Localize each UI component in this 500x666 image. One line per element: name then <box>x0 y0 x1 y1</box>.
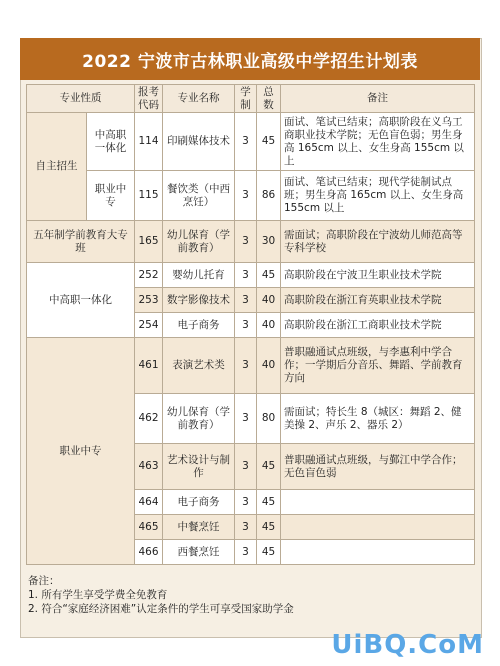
cell-note <box>281 490 475 515</box>
cell-note: 需面试；特长生 8（城区：舞蹈 2、健美操 2、声乐 2、器乐 2） <box>281 394 475 444</box>
page-title: 2022 宁波市古林职业高级中学招生计划表 <box>20 38 480 80</box>
cell-note: 高职阶段在宁波卫生职业技术学院 <box>281 263 475 288</box>
cell-years: 3 <box>235 338 257 394</box>
enrollment-plan-table <box>26 84 475 565</box>
subcategory-zgy: 中高职一体化 <box>87 113 135 171</box>
header-code: 报考代码 <box>135 85 163 113</box>
cell-years: 3 <box>235 540 257 565</box>
header-years: 学制 <box>235 85 257 113</box>
cell-note: 普职融通试点班级，与鄞江中学合作；无色盲色弱 <box>281 444 475 490</box>
cell-total: 30 <box>257 221 281 263</box>
cell-total: 45 <box>257 490 281 515</box>
header-name: 专业名称 <box>163 85 235 113</box>
cell-name: 婴幼儿托育 <box>163 263 235 288</box>
cell-code: 115 <box>135 171 163 221</box>
cell-code: 114 <box>135 113 163 171</box>
cell-note: 面试、笔试已结束；现代学徒制试点班；男生身高 165cm 以上、女生身高 155cm 以上 <box>281 171 475 221</box>
cell-total: 86 <box>257 171 281 221</box>
cell-code: 165 <box>135 221 163 263</box>
cell-total: 40 <box>257 338 281 394</box>
cell-note <box>281 540 475 565</box>
cell-total: 40 <box>257 288 281 313</box>
table-row <box>27 263 475 288</box>
cell-years: 3 <box>235 263 257 288</box>
cell-code: 463 <box>135 444 163 490</box>
cell-note: 普职融通试点班级，与李惠利中学合作；一学期后分音乐、舞蹈、学前教育方向 <box>281 338 475 394</box>
table-row <box>27 221 475 263</box>
cell-name: 印刷媒体技术 <box>163 113 235 171</box>
cell-code: 461 <box>135 338 163 394</box>
cell-note <box>281 515 475 540</box>
cell-name: 餐饮类（中西烹饪） <box>163 171 235 221</box>
cell-note: 高职阶段在浙江育英职业技术学院 <box>281 288 475 313</box>
cell-name: 电子商务 <box>163 490 235 515</box>
cell-total: 45 <box>257 444 281 490</box>
cell-name: 电子商务 <box>163 313 235 338</box>
cell-name: 中餐烹饪 <box>163 515 235 540</box>
cell-total: 80 <box>257 394 281 444</box>
cell-total: 45 <box>257 113 281 171</box>
header-major-type: 专业性质 <box>27 85 135 113</box>
category-zizhu: 自主招生 <box>27 113 87 221</box>
cell-name: 幼儿保育（学前教育） <box>163 394 235 444</box>
cell-code: 252 <box>135 263 163 288</box>
footer-line-2: 2. 符合“家庭经济困难”认定条件的学生可享受国家助学金 <box>28 603 294 615</box>
category-wunian: 五年制学前教育大专班 <box>27 221 135 263</box>
footer-label: 备注： <box>28 575 60 587</box>
cell-name: 艺术设计与制作 <box>163 444 235 490</box>
cell-name: 幼儿保育（学前教育） <box>163 221 235 263</box>
subcategory-zyzz: 职业中专 <box>87 171 135 221</box>
table-row <box>27 338 475 394</box>
cell-code: 466 <box>135 540 163 565</box>
footer-notes <box>28 574 468 616</box>
cell-name: 表演艺术类 <box>163 338 235 394</box>
cell-years: 3 <box>235 394 257 444</box>
cell-years: 3 <box>235 444 257 490</box>
header-notes: 备注 <box>281 85 475 113</box>
cell-years: 3 <box>235 515 257 540</box>
cell-years: 3 <box>235 490 257 515</box>
cell-note: 面试、笔试已结束；高职阶段在义乌工商职业技术学院；无色盲色弱；男生身高 165cm 以上、女生身高 155cm 以上 <box>281 113 475 171</box>
cell-years: 3 <box>235 113 257 171</box>
cell-code: 465 <box>135 515 163 540</box>
header-total: 总数 <box>257 85 281 113</box>
cell-years: 3 <box>235 221 257 263</box>
cell-code: 254 <box>135 313 163 338</box>
table-row <box>27 171 475 221</box>
category-zgy: 中高职一体化 <box>27 263 135 338</box>
cell-years: 3 <box>235 313 257 338</box>
table-row <box>27 113 475 171</box>
cell-note: 高职阶段在浙江工商职业技术学院 <box>281 313 475 338</box>
site-watermark: UiBQ.CoM <box>331 630 484 660</box>
cell-note: 需面试；高职阶段在宁波幼儿师范高等专科学校 <box>281 221 475 263</box>
cell-total: 45 <box>257 515 281 540</box>
cell-code: 462 <box>135 394 163 444</box>
cell-total: 45 <box>257 540 281 565</box>
cell-years: 3 <box>235 171 257 221</box>
cell-code: 464 <box>135 490 163 515</box>
cell-name: 西餐烹饪 <box>163 540 235 565</box>
cell-total: 40 <box>257 313 281 338</box>
category-zyzz: 职业中专 <box>27 338 135 565</box>
cell-code: 253 <box>135 288 163 313</box>
footer-line-1: 1. 所有学生享受学费全免教育 <box>28 589 168 601</box>
cell-years: 3 <box>235 288 257 313</box>
cell-total: 45 <box>257 263 281 288</box>
cell-name: 数字影像技术 <box>163 288 235 313</box>
